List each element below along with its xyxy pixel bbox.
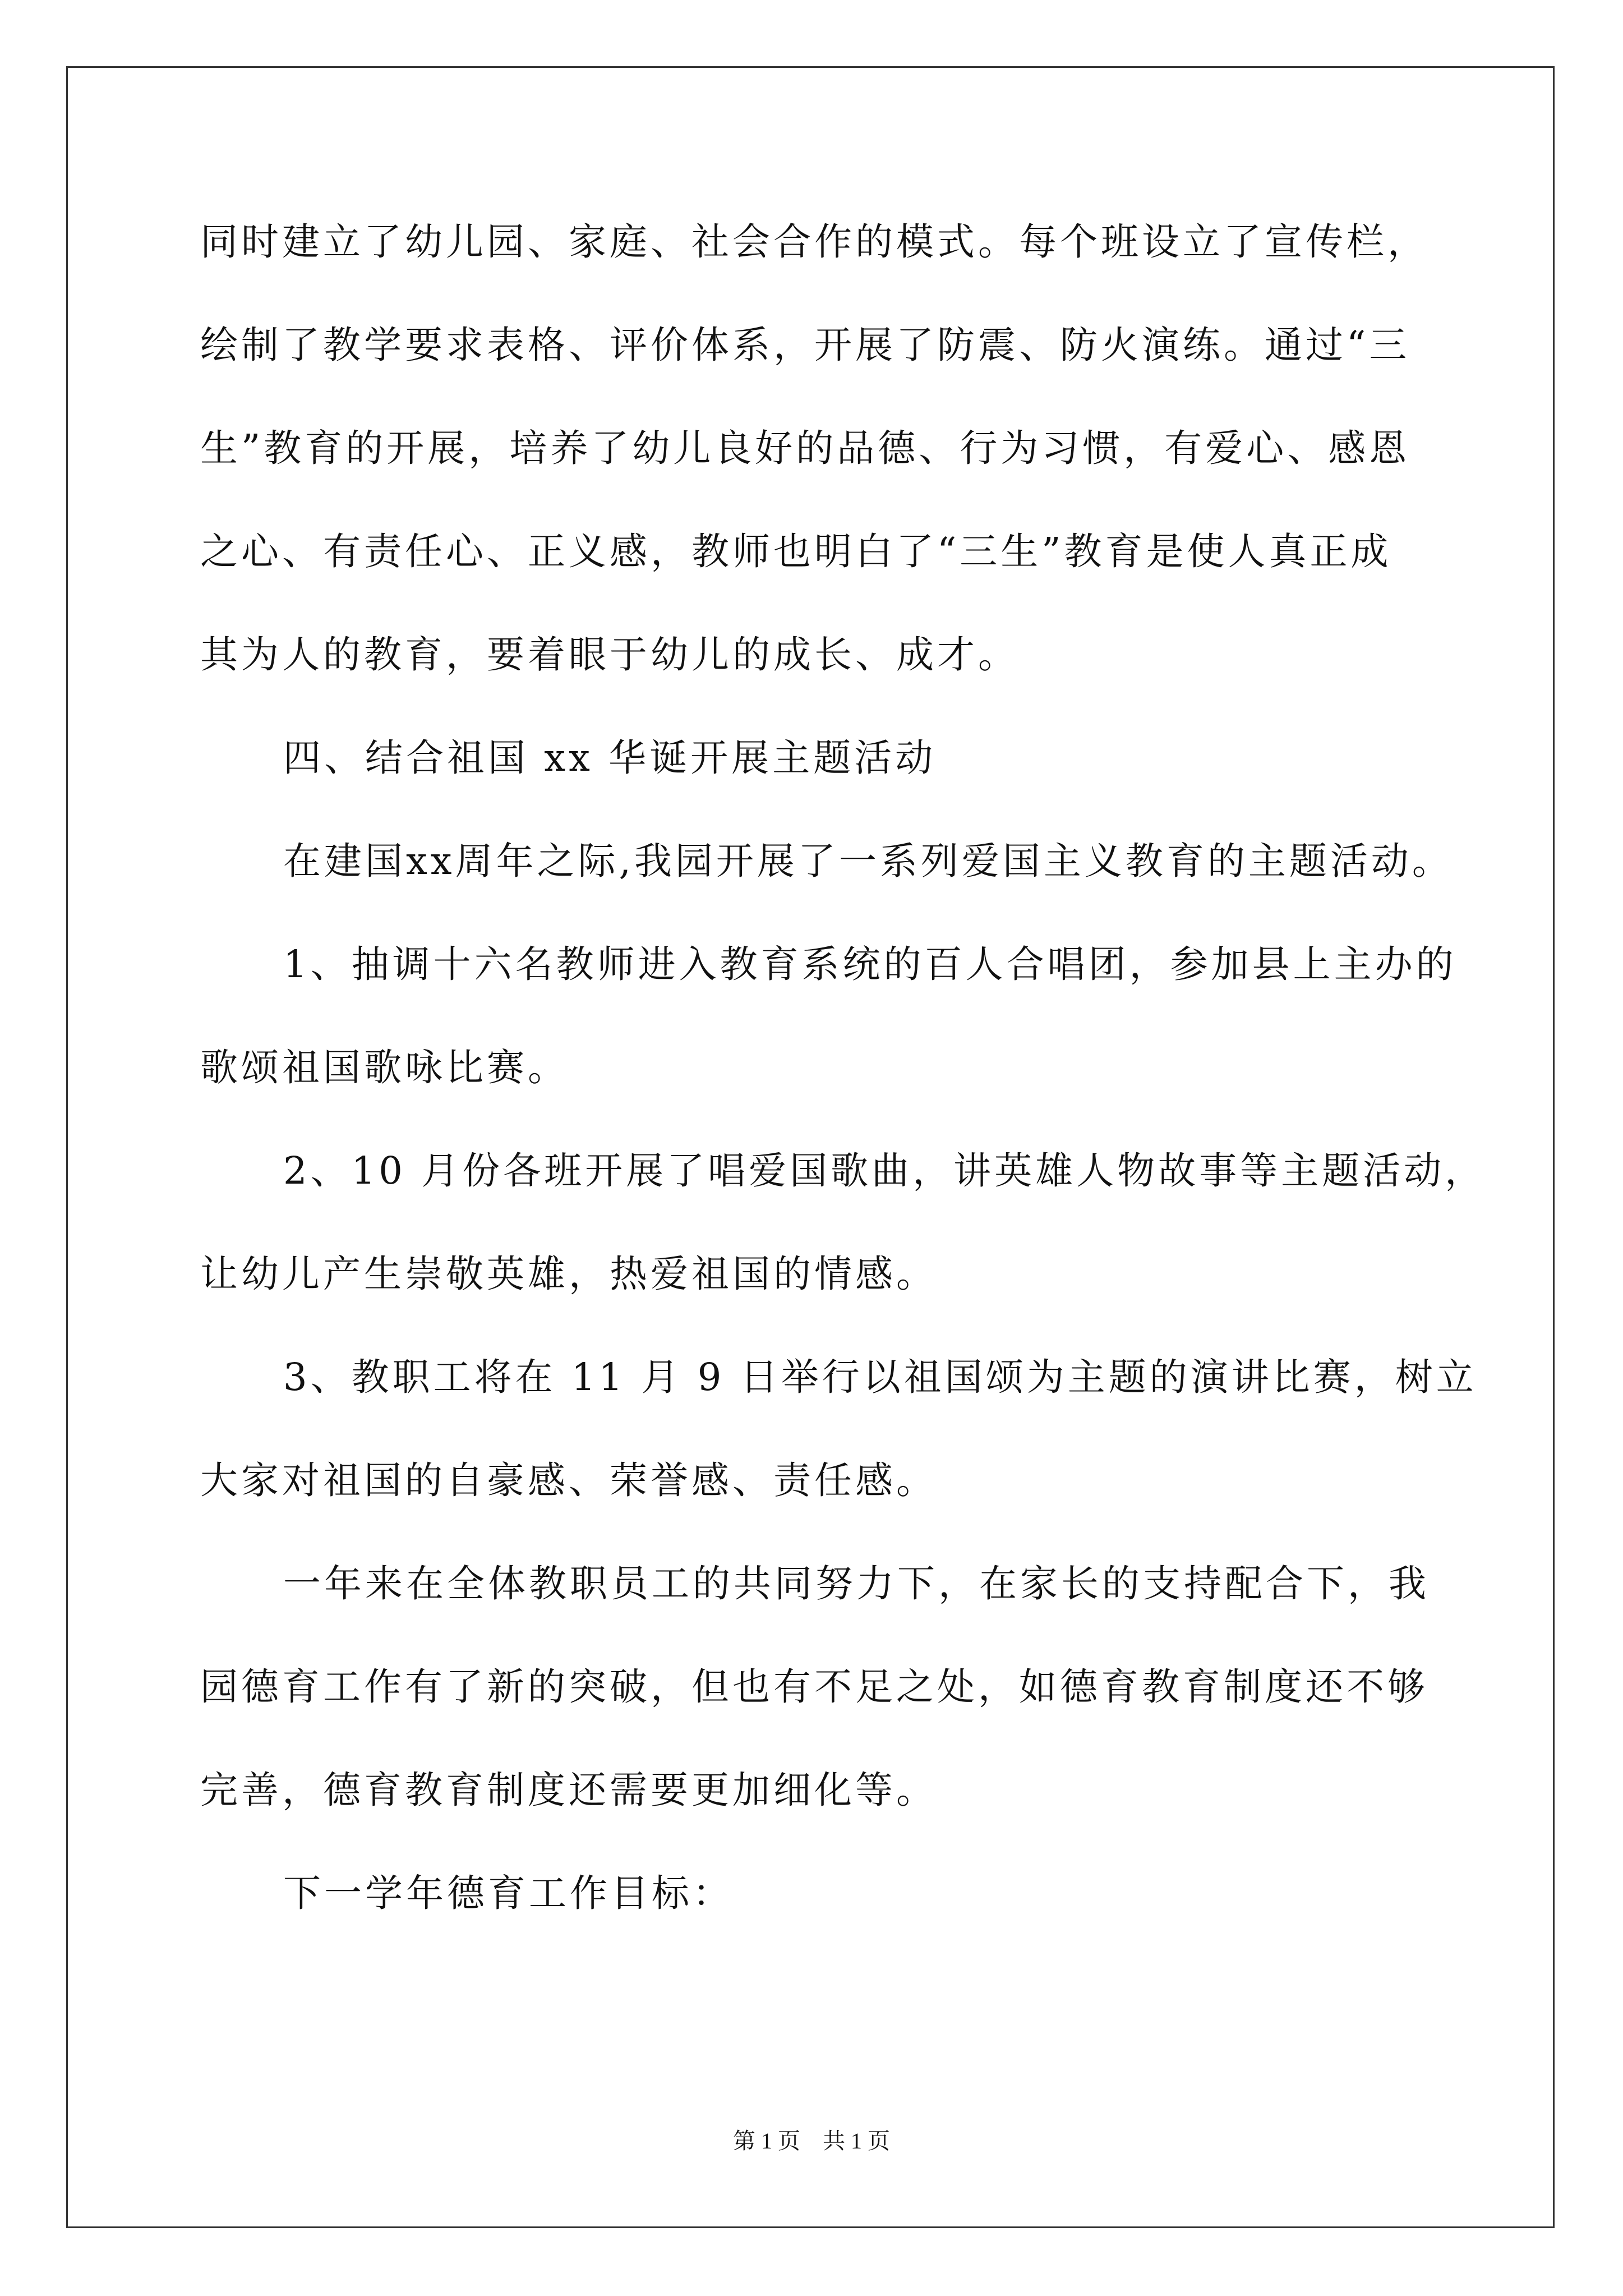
list-item: 3、教职工将在 11 月 9 日举行以祖国颂为主题的演讲比赛，树立 [283, 1355, 1477, 1399]
text-line: 绘制了教学要求表格、评价体系，开展了防震、防火演练。通过“三 [200, 323, 1410, 367]
text-line: 完善，德育教育制度还需要更加细化等。 [200, 1768, 937, 1812]
text-line: 在建国xx周年之际,我园开展了一系列爱国主义教育的主题活动。 [283, 839, 1453, 883]
list-item: 1、抽调十六名教师进入教育系统的百人合唱团，参加县上主办的 [283, 942, 1457, 986]
text-line: 大家对祖国的自豪感、荣誉感、责任感。 [200, 1458, 937, 1502]
text-line: 一年来在全体教职员工的共同努力下，在家长的支持配合下，我 [283, 1562, 1430, 1605]
list-item: 2、10 月份各班开展了唱爱国歌曲，讲英雄人物故事等主题活动， [283, 1149, 1486, 1193]
text-line: 其为人的教育，要着眼于幼儿的成长、成才。 [200, 633, 1019, 677]
section-heading: 四、结合祖国 xx 华诞开展主题活动 [283, 736, 937, 780]
text-line: 让幼儿产生崇敬英雄，热爱祖国的情感。 [200, 1252, 937, 1296]
text-line: 同时建立了幼儿园、家庭、社会合作的模式。每个班设立了宣传栏， [200, 220, 1428, 264]
text-line: 园德育工作有了新的突破，但也有不足之处，如德育教育制度还不够 [200, 1665, 1428, 1709]
text-line: 生”教育的开展，培养了幼儿良好的品德、行为习惯，有爱心、感恩 [200, 426, 1410, 470]
text-line: 下一学年德育工作目标： [283, 1871, 734, 1915]
text-line: 之心、有责任心、正义感，教师也明白了“三生”教育是使人真正成 [200, 530, 1392, 573]
page-number: 第 1 页 共 1 页 [733, 2128, 890, 2154]
text-line: 歌颂祖国歌咏比赛。 [200, 1046, 569, 1089]
